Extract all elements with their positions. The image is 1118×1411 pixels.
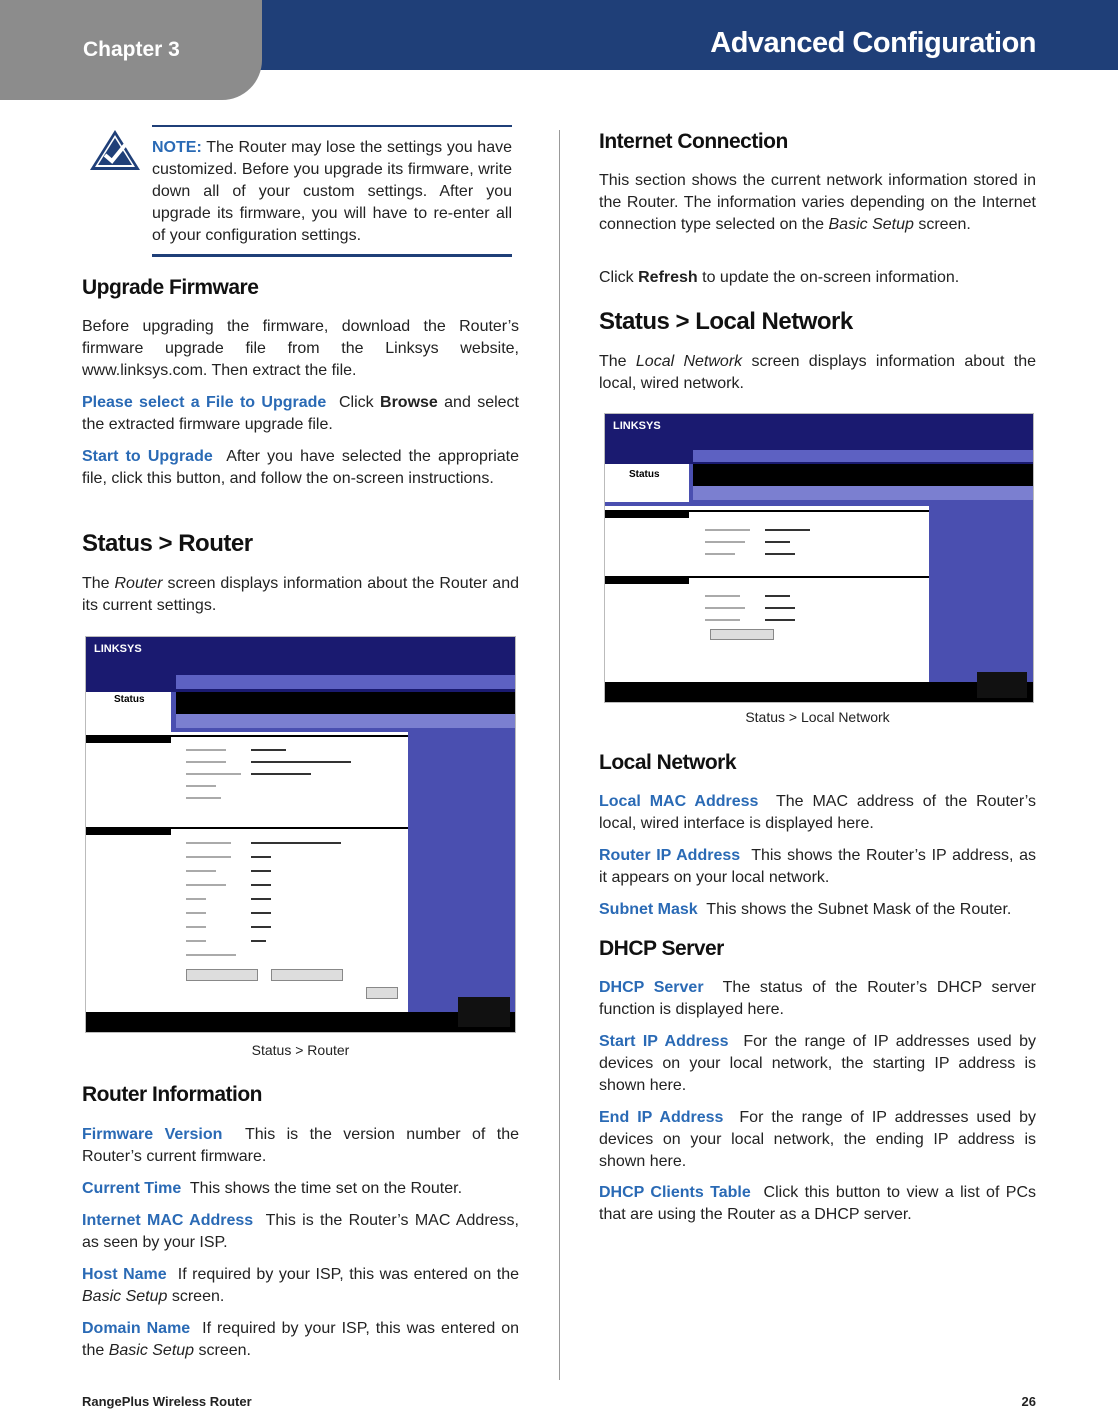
note-text <box>152 137 512 247</box>
chapter-label: Chapter 3 <box>83 38 180 61</box>
page-number: 26 <box>1021 1394 1036 1409</box>
sip-text: For the range of IP addresses used by devices on your local network, the starting IP address is shown here. <box>599 1033 1037 1094</box>
fw-text: This is the version number of the Router’s current firmware. <box>82 1126 520 1165</box>
end-ip-desc <box>599 1107 1036 1173</box>
clients-text: Click this button to view a list of PCs that are using the Router as a DHCP server. <box>599 1184 1037 1223</box>
footer-product: RangePlus Wireless Router <box>82 1394 252 1409</box>
refresh-desc <box>599 267 1036 289</box>
clients-term: DHCP Clients Table <box>599 1184 751 1201</box>
status-local-network-screenshot: LINKSYS Status <box>604 413 1034 703</box>
dhcp-text: The status of the Router’s DHCP server function is displayed here. <box>599 979 1037 1018</box>
internet-mac-desc <box>82 1210 519 1254</box>
router-info-heading: Router Information <box>82 1083 262 1106</box>
refresh-label: Refresh <box>638 269 698 286</box>
mac-term: Internet MAC Address <box>82 1212 254 1229</box>
dhcp-clients-desc <box>599 1182 1036 1226</box>
dhcp-server-desc <box>599 977 1036 1021</box>
firmware-version-desc <box>82 1124 519 1168</box>
host-term: Host Name <box>82 1266 167 1283</box>
router-shot-caption: Status > Router <box>251 1042 350 1058</box>
select-term: Please select a File to Upgrade <box>82 394 327 411</box>
sl-em: Local Network <box>635 353 743 370</box>
host-pre: If required by your ISP, this was entered on the <box>177 1266 520 1283</box>
host-em: Basic Setup <box>82 1288 168 1305</box>
upgrade-intro: Before upgrading the firmware, download the Router’s firmware upgrade file from the Linksys website, www.linksys.com. Then extract the file. <box>82 318 519 379</box>
start-ip-desc <box>599 1031 1036 1097</box>
checkmark-icon <box>88 128 142 172</box>
sl-post: screen displays information about the local, wired network. <box>599 353 1036 392</box>
inet-pre: This section shows the current network information stored in the Router. The information varies depending on the Internet connection type selected on the <box>599 172 1036 233</box>
select-file-desc <box>82 392 519 436</box>
internet-connection-desc <box>599 170 1036 236</box>
note-bottom-rule <box>152 254 512 257</box>
lmac-term: Local MAC Address <box>599 793 759 810</box>
domain-post: screen. <box>194 1342 251 1359</box>
time-text: This shows the time set on the Router. <box>189 1180 463 1197</box>
local-network-heading: Local Network <box>599 751 737 774</box>
inet-post: screen. <box>913 216 971 233</box>
status-local-intro <box>599 351 1036 395</box>
current-time-desc <box>82 1178 519 1200</box>
host-name-desc <box>82 1264 519 1308</box>
status-router-screenshot: LINKSYS Status <box>85 636 516 1033</box>
router-ip-desc <box>599 845 1036 889</box>
rip-text: This shows the Router’s IP address, as it appears on your local network. <box>599 847 1037 886</box>
mask-term: Subnet Mask <box>599 901 698 918</box>
sr-post: screen displays information about the Router and its current settings. <box>82 575 520 614</box>
note-label: NOTE: <box>152 139 202 156</box>
sl-pre: The <box>599 353 636 370</box>
eip-text: For the range of IP addresses used by devices on your local network, the ending IP address is shown here. <box>599 1109 1037 1170</box>
internet-connection-heading: Internet Connection <box>599 130 788 153</box>
select-pre: Click <box>339 394 381 411</box>
start-text: After you have selected the appropriate file, click this button, and follow the on-screen instructions. <box>82 448 520 487</box>
refresh-pre: Click <box>599 269 639 286</box>
section-title: Advanced Configuration <box>710 27 1036 59</box>
sr-em: Router <box>114 575 163 592</box>
status-router-heading: Status > Router <box>82 530 253 557</box>
local-mac-desc <box>599 791 1036 835</box>
eip-term: End IP Address <box>599 1109 724 1126</box>
domain-term: Domain Name <box>82 1320 191 1337</box>
dhcp-server-heading: DHCP Server <box>599 937 724 960</box>
column-divider <box>559 130 560 1380</box>
dhcp-term: DHCP Server <box>599 979 704 996</box>
inet-em: Basic Setup <box>828 216 914 233</box>
sr-pre: The <box>82 575 115 592</box>
local-shot-caption: Status > Local Network <box>745 709 890 725</box>
select-post: and select the extracted firmware upgrade file. <box>82 394 520 433</box>
note-box <box>82 125 512 257</box>
refresh-post: to update the on-screen information. <box>697 269 960 286</box>
browse-label: Browse <box>380 394 438 411</box>
mask-text: This shows the Subnet Mask of the Router. <box>706 901 1012 918</box>
start-upgrade-desc <box>82 446 519 490</box>
fw-term: Firmware Version <box>82 1126 223 1143</box>
rip-term: Router IP Address <box>599 847 741 864</box>
sip-term: Start IP Address <box>599 1033 729 1050</box>
start-term: Start to Upgrade <box>82 448 213 465</box>
note-top-rule <box>152 125 512 127</box>
subnet-mask-desc <box>599 899 1036 921</box>
status-router-intro <box>82 573 519 617</box>
upgrade-heading: Upgrade Firmware <box>82 276 259 299</box>
domain-pre: If required by your ISP, this was entered on the <box>82 1320 520 1359</box>
domain-em: Basic Setup <box>108 1342 195 1359</box>
domain-name-desc <box>82 1318 519 1362</box>
status-local-heading: Status > Local Network <box>599 308 853 335</box>
lmac-text: The MAC address of the Router’s local, wired interface is displayed here. <box>599 793 1037 832</box>
mac-text: This is the Router’s MAC Address, as seen by your ISP. <box>82 1212 519 1251</box>
note-body: The Router may lose the settings you have customized. Before you upgrade its firmware, write down all of your custom settings. After you upgrade its firmware, you will have to re-enter all of your configuration settings. <box>152 139 513 244</box>
host-post: screen. <box>167 1288 225 1305</box>
time-term: Current Time <box>82 1180 182 1197</box>
